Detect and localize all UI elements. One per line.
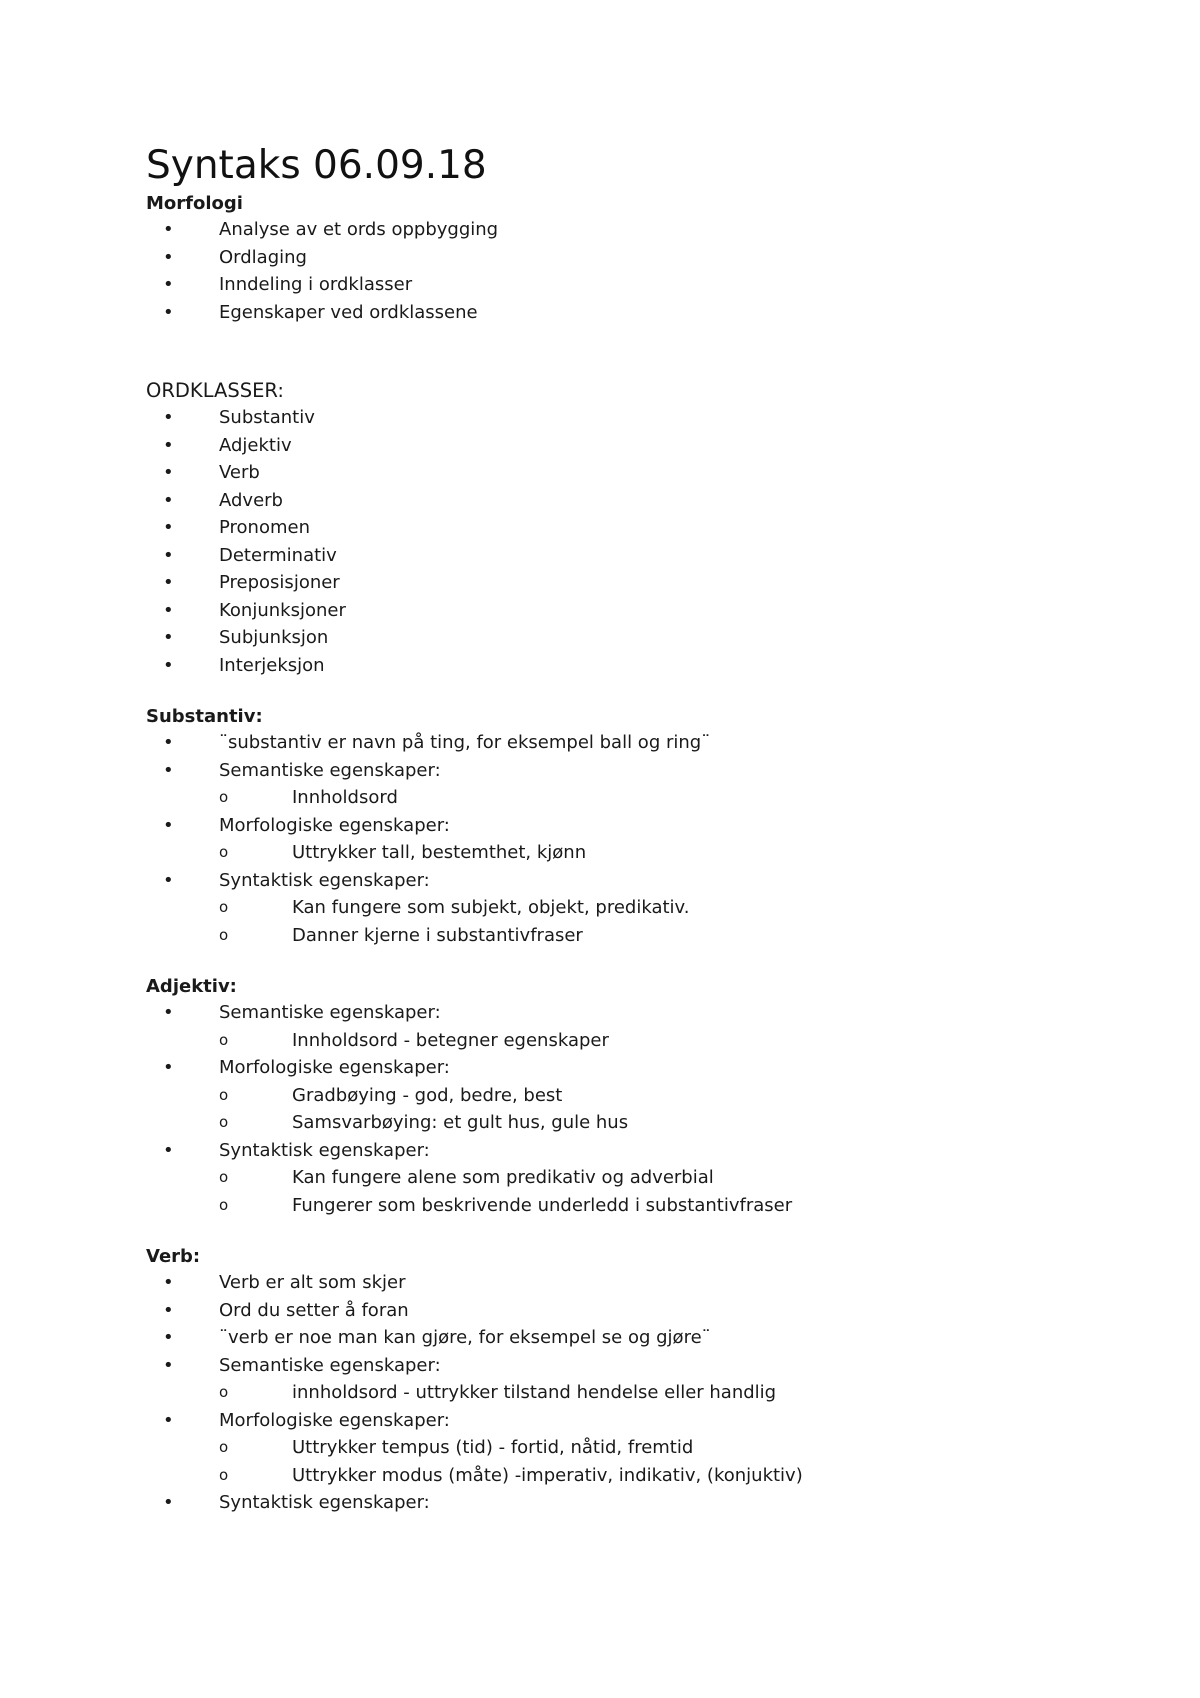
section-heading-morfologi: Morfologi <box>146 193 243 214</box>
list-verb-cont <box>146 1407 1106 1435</box>
list-item: • Inndeling i ordklasser <box>146 271 1106 299</box>
bullet-icon: • <box>163 759 174 781</box>
list-item: • Egenskaper ved ordklassene <box>146 299 1106 327</box>
bullet-icon: • <box>163 599 174 621</box>
list-ordklasser <box>146 404 1106 679</box>
sublist <box>146 1434 1106 1489</box>
sublist-item: o Innholdsord <box>146 784 1106 812</box>
section-heading-verb: Verb: <box>146 1246 201 1267</box>
bullet-icon: • <box>163 489 174 511</box>
bullet-icon: • <box>163 1354 174 1376</box>
section-heading-adjektiv: Adjektiv: <box>146 976 237 997</box>
circle-bullet-icon: o <box>219 1168 229 1186</box>
sublist-item: o Fungerer som beskrivende underledd i substantivfraser <box>146 1192 1106 1220</box>
list-item: • Subjunksjon <box>146 624 1106 652</box>
circle-bullet-icon: o <box>219 1085 229 1104</box>
list-item: • Pronomen <box>146 514 1106 542</box>
spacer <box>146 949 1106 975</box>
list-substantiv-cont <box>146 812 1106 840</box>
circle-bullet-icon: o <box>219 1113 229 1131</box>
list-substantiv <box>146 729 1106 784</box>
bullet-icon: • <box>163 732 174 753</box>
list-substantiv-cont <box>146 867 1106 895</box>
list-item: • Adverb <box>146 487 1106 515</box>
sublist-item: o Uttrykker tempus (tid) - fortid, nåtid, fremtid <box>146 1434 1106 1462</box>
list-item: • Syntaktisk egenskaper: <box>146 1137 1106 1165</box>
spacer <box>146 679 1106 705</box>
document-content <box>146 140 1106 1517</box>
bullet-icon: • <box>163 1327 174 1348</box>
list-item: • Preposisjoner <box>146 569 1106 597</box>
list-item: • Semantiske egenskaper: <box>146 999 1106 1027</box>
list-item: • Konjunksjoner <box>146 597 1106 625</box>
bullet-icon: • <box>163 434 174 456</box>
bullet-icon: • <box>163 462 174 483</box>
list-item: • Verb er alt som skjer <box>146 1269 1106 1297</box>
bullet-icon: • <box>163 219 174 240</box>
bullet-icon: • <box>163 814 174 836</box>
bullet-icon: • <box>163 517 174 538</box>
spacer <box>146 326 1106 378</box>
sublist <box>146 1164 1106 1219</box>
sublist <box>146 894 1106 949</box>
list-item: • Adjektiv <box>146 432 1106 460</box>
list-item: • Morfologiske egenskaper: <box>146 1407 1106 1435</box>
list-item: • Interjeksjon <box>146 652 1106 680</box>
bullet-icon: • <box>163 1002 174 1023</box>
sublist-item: o Gradbøying - god, bedre, best <box>146 1082 1106 1110</box>
list-item: • Verb <box>146 459 1106 487</box>
list-item: • Ord du setter å foran <box>146 1297 1106 1325</box>
spacer <box>146 1219 1106 1245</box>
sublist <box>146 1082 1106 1137</box>
bullet-icon: • <box>163 869 174 891</box>
circle-bullet-icon: o <box>219 1030 229 1049</box>
list-item: • Morfologiske egenskaper: <box>146 812 1106 840</box>
list-verb-cont <box>146 1489 1106 1517</box>
bullet-icon: • <box>163 1492 174 1513</box>
sublist-item: o innholdsord - uttrykker tilstand hendelse eller handlig <box>146 1379 1106 1407</box>
sublist <box>146 1027 1106 1055</box>
section-heading-substantiv: Substantiv: <box>146 706 263 727</box>
bullet-icon: • <box>163 407 174 428</box>
circle-bullet-icon: o <box>219 1195 229 1214</box>
document-title: Syntaks 06.09.18 <box>146 143 487 188</box>
sublist-item: o Uttrykker modus (måte) -imperativ, indikativ, (konjuktiv) <box>146 1462 1106 1490</box>
bullet-icon: • <box>163 246 174 268</box>
sublist-item: o Danner kjerne i substantivfraser <box>146 922 1106 950</box>
bullet-icon: • <box>163 1057 174 1078</box>
sublist-item: o Kan fungere som subjekt, objekt, predikativ. <box>146 894 1106 922</box>
list-adjektiv-cont <box>146 1054 1106 1082</box>
list-item: • Syntaktisk egenskaper: <box>146 867 1106 895</box>
bullet-icon: • <box>163 572 174 593</box>
list-adjektiv-cont <box>146 1137 1106 1165</box>
circle-bullet-icon: o <box>219 843 229 861</box>
bullet-icon: • <box>163 1409 174 1431</box>
bullet-icon: • <box>163 627 174 648</box>
sublist-item: o Kan fungere alene som predikativ og adverbial <box>146 1164 1106 1192</box>
bullet-icon: • <box>163 1299 174 1321</box>
list-item: • Semantiske egenskaper: <box>146 1352 1106 1380</box>
list-item: • ¨verb er noe man kan gjøre, for eksempel se og gjøre¨ <box>146 1324 1106 1352</box>
circle-bullet-icon: o <box>219 788 229 806</box>
sublist <box>146 839 1106 867</box>
circle-bullet-icon: o <box>219 925 229 944</box>
bullet-icon: • <box>163 544 174 566</box>
sublist <box>146 1379 1106 1407</box>
list-verb <box>146 1269 1106 1379</box>
sublist <box>146 784 1106 812</box>
circle-bullet-icon: o <box>219 898 229 916</box>
list-item: • Determinativ <box>146 542 1106 570</box>
circle-bullet-icon: o <box>219 1438 229 1456</box>
sublist-item: o Innholdsord - betegner egenskaper <box>146 1027 1106 1055</box>
list-morfologi <box>146 216 1106 326</box>
sublist-item: o Samsvarbøying: et gult hus, gule hus <box>146 1109 1106 1137</box>
list-item: • Morfologiske egenskaper: <box>146 1054 1106 1082</box>
section-heading-ordklasser: ORDKLASSER: <box>146 379 284 402</box>
circle-bullet-icon: o <box>219 1383 229 1401</box>
bullet-icon: • <box>163 654 174 676</box>
bullet-icon: • <box>163 274 174 295</box>
bullet-icon: • <box>163 301 174 323</box>
bullet-icon: • <box>163 1272 174 1293</box>
bullet-icon: • <box>163 1139 174 1161</box>
sublist-item: o Uttrykker tall, bestemthet, kjønn <box>146 839 1106 867</box>
list-item: • Syntaktisk egenskaper: <box>146 1489 1106 1517</box>
list-item: • Semantiske egenskaper: <box>146 757 1106 785</box>
list-adjektiv <box>146 999 1106 1027</box>
list-item: • Substantiv <box>146 404 1106 432</box>
list-item: • ¨substantiv er navn på ting, for eksempel ball og ring¨ <box>146 729 1106 757</box>
list-item: • Analyse av et ords oppbygging <box>146 216 1106 244</box>
list-item: • Ordlaging <box>146 244 1106 272</box>
circle-bullet-icon: o <box>219 1465 229 1484</box>
